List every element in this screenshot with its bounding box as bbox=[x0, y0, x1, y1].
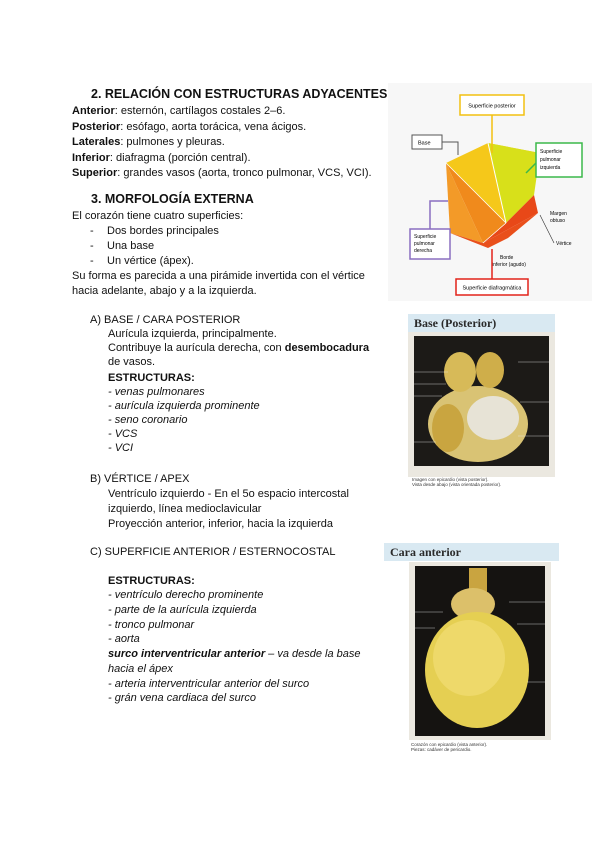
label-diafragmatica: Superficie diafragmática bbox=[462, 285, 522, 292]
fig2-title: Cara anterior bbox=[384, 543, 559, 561]
partC-item: - grán vena cardiaca del surco bbox=[108, 692, 256, 704]
fig2-photo-frame bbox=[409, 562, 551, 740]
partB-title: B) VÉRTICE / APEX bbox=[90, 473, 190, 485]
label-base: Base bbox=[418, 140, 431, 147]
fig1-vessel bbox=[444, 352, 476, 392]
partC-item: - tronco pulmonar bbox=[108, 619, 195, 631]
fig1-caption: Imagen con epicardio (vista posterior). Vista desde abajo (vista orientada posterior). bbox=[412, 477, 502, 487]
section2-line-anterior: Anterior: esternón, cartílagos costales 2–6. bbox=[72, 105, 286, 117]
section3-bullet: Dos bordes principales bbox=[107, 225, 219, 237]
section3-bullet-dash: - bbox=[90, 225, 94, 237]
partA-item: - venas pulmonares bbox=[108, 386, 205, 398]
partC-item: - arteria interventricular anterior del surco bbox=[108, 678, 310, 690]
fig2-right-ventricle bbox=[433, 620, 505, 696]
partA-structures-label: ESTRUCTURAS: bbox=[108, 372, 195, 384]
section3-heading: 3. MORFOLOGÍA EXTERNA bbox=[91, 192, 254, 206]
section2-line-laterales: Laterales: pulmones y pleuras. bbox=[72, 136, 225, 148]
section3-shape-line1: Su forma es parecida a una pirámide invertida con el vértice bbox=[72, 270, 365, 282]
label-vertice: Vértice bbox=[556, 241, 572, 247]
heart-surfaces-diagram bbox=[388, 83, 592, 301]
fig1-title: Base (Posterior) bbox=[408, 314, 555, 332]
partC-title: C) SUPERFICIE ANTERIOR / ESTERNOCOSTAL bbox=[90, 546, 336, 558]
label-pulmonar-der: Superficie pulmonar derecha bbox=[414, 234, 437, 254]
fig1-vessel bbox=[476, 352, 504, 388]
label-borde: Borde inferior (agudo) bbox=[492, 255, 526, 268]
fig1-atrium bbox=[467, 396, 519, 440]
section2-line-posterior: Posterior: esófago, aorta torácica, vena ácigos. bbox=[72, 120, 307, 133]
section3-intro: El corazón tiene cuatro superficies: bbox=[72, 210, 244, 222]
section2-line-superior: Superior: grandes vasos (aorta, tronco pulmonar, VCS, VCI). bbox=[72, 167, 372, 179]
fig2-caption: Corazón con epicardio (vista anterior). Piezas: cadáver de pericardio. bbox=[411, 742, 488, 752]
partA-line3: de vasos. bbox=[108, 356, 156, 368]
partA-line2: Contribuye la aurícula derecha, con desembocadura bbox=[108, 342, 370, 354]
partB-line2: izquierdo, línea medioclavicular bbox=[108, 503, 262, 515]
section2-heading: 2. RELACIÓN CON ESTRUCTURAS ADYACENTES bbox=[91, 87, 388, 101]
fig1-side bbox=[432, 404, 464, 452]
partC-item: - parte de la aurícula izquierda bbox=[108, 604, 257, 616]
section3-bullet: Una base bbox=[107, 240, 155, 252]
partA-line1: Aurícula izquierda, principalmente. bbox=[108, 328, 277, 340]
partC-sulcus-cont: hacia el ápex bbox=[108, 663, 173, 675]
label-pulmonar-izq: Superficie pulmonar izquierda bbox=[540, 149, 563, 171]
section3-bullet-dash: - bbox=[90, 255, 94, 267]
label-margen: Margen obtuso bbox=[550, 211, 567, 224]
label-posterior: Superficie posterior bbox=[468, 103, 516, 110]
fig2-heart-photo bbox=[409, 562, 551, 740]
partA-item: - aurícula izquierda prominente bbox=[108, 400, 260, 412]
pyramid-diagram-svg bbox=[388, 83, 592, 301]
partC-item: - aorta bbox=[108, 633, 140, 645]
fig1-heart-photo bbox=[408, 332, 555, 477]
section2-line-inferior: Inferior: diafragma (porción central). bbox=[72, 151, 251, 164]
partA-title: A) BASE / CARA POSTERIOR bbox=[90, 314, 241, 326]
partB-line3: Proyección anterior, inferior, hacia la izquierda bbox=[108, 518, 334, 530]
section3-bullet: Un vértice (ápex). bbox=[107, 255, 194, 267]
section3-bullet-dash: - bbox=[90, 240, 94, 252]
partC-structures-label: ESTRUCTURAS: bbox=[108, 575, 195, 587]
partA-item: - VCI bbox=[108, 442, 134, 454]
partA-item: - VCS bbox=[108, 428, 138, 440]
section3-shape-line2: hacia adelante, abajo y a la izquierda. bbox=[72, 285, 257, 297]
partC-sulcus: surco interventricular anterior – va desde la base bbox=[108, 648, 361, 660]
partC-item: - ventrículo derecho prominente bbox=[108, 589, 264, 601]
partB-line1: Ventrículo izquierdo - En el 5o espacio intercostal bbox=[108, 488, 349, 500]
fig1-photo-frame bbox=[408, 332, 555, 477]
partA-item: - seno coronario bbox=[108, 414, 188, 426]
